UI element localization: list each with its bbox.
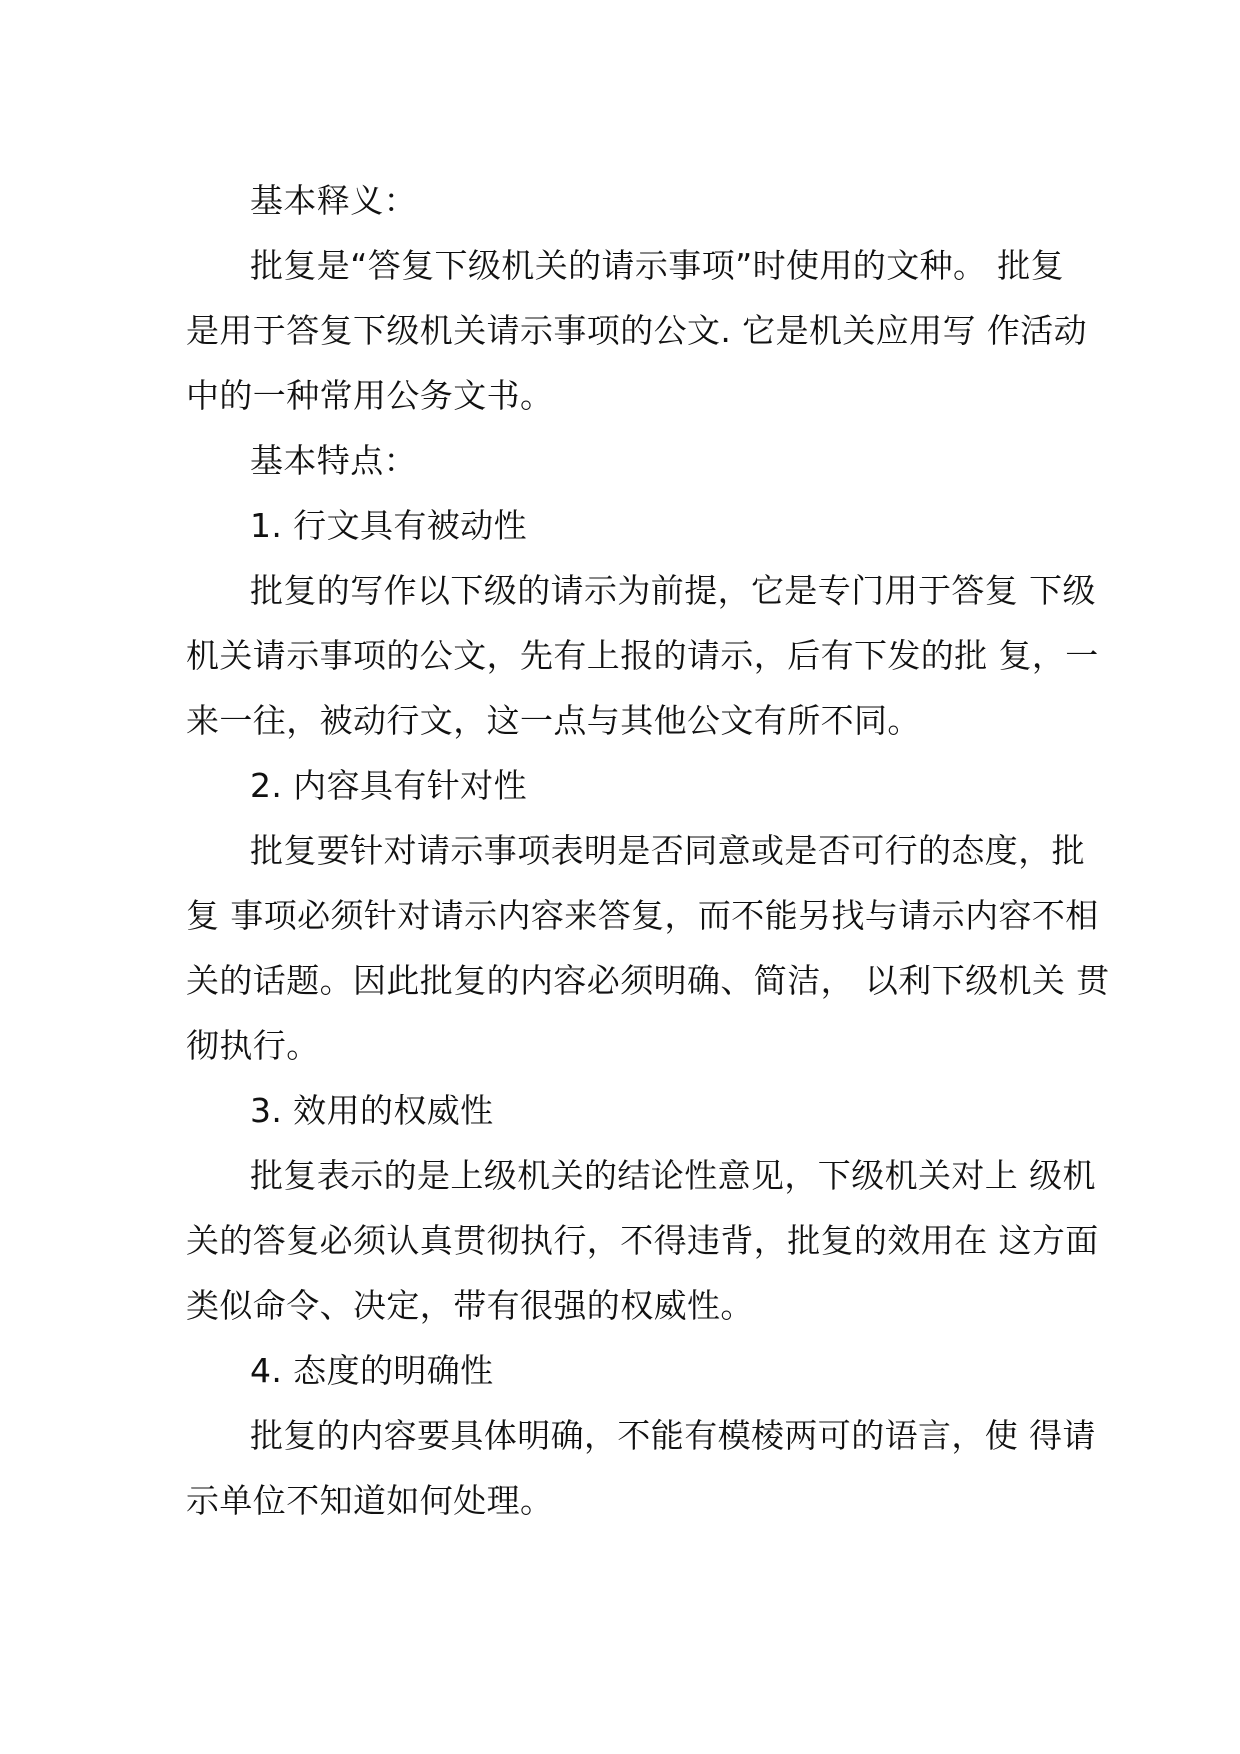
paragraph-line: 关的答复必须认真贯彻执行，不得违背，批复的效用在 这方面: [186, 1221, 1099, 1260]
paragraph-line: 关的话题。因此批复的内容必须明确、简洁， 以利下级机关 贯: [186, 961, 1110, 1000]
paragraph-line: 类似命令、决定，带有很强的权威性。: [186, 1286, 754, 1325]
paragraph-line: 复 事项必须针对请示内容来答复，而不能另找与请示内容不相: [186, 896, 1099, 935]
paragraph-line: 来一往，被动行文，这一点与其他公文有所不同。: [186, 701, 921, 740]
paragraph-line: 批复的写作以下级的请示为前提，它是专门用于答复 下级: [250, 571, 1096, 610]
feature-heading-1: 1. 行文具有被动性: [250, 506, 527, 545]
paragraph-line: 彻执行。: [186, 1026, 320, 1065]
paragraph-line: 是用于答复下级机关请示事项的公文. 它是机关应用写 作活动: [186, 311, 1088, 350]
paragraph-line: 批复要针对请示事项表明是否同意或是否可行的态度，批: [250, 831, 1085, 870]
feature-heading-2: 2. 内容具有针对性: [250, 766, 527, 805]
feature-heading-4: 4. 态度的明确性: [250, 1351, 494, 1390]
paragraph-line: 示单位不知道如何处理。: [186, 1481, 554, 1520]
paragraph-line: 批复是“答复下级机关的请示事项”时使用的文种。 批复: [250, 246, 1065, 285]
section-heading-basic-features: 基本特点：: [250, 441, 417, 480]
paragraph-line: 中的一种常用公务文书。: [186, 376, 554, 415]
feature-heading-3: 3. 效用的权威性: [250, 1091, 494, 1130]
paragraph-line: 批复表示的是上级机关的结论性意见，下级机关对上 级机: [250, 1156, 1096, 1195]
paragraph-line: 批复的内容要具体明确，不能有模棱两可的语言，使 得请: [250, 1416, 1096, 1455]
document-body: [186, 168, 1110, 1533]
paragraph-line: 机关请示事项的公文，先有上报的请示，后有下发的批 复，一: [186, 636, 1099, 675]
section-heading-basic-definition: 基本释义：: [250, 181, 417, 220]
